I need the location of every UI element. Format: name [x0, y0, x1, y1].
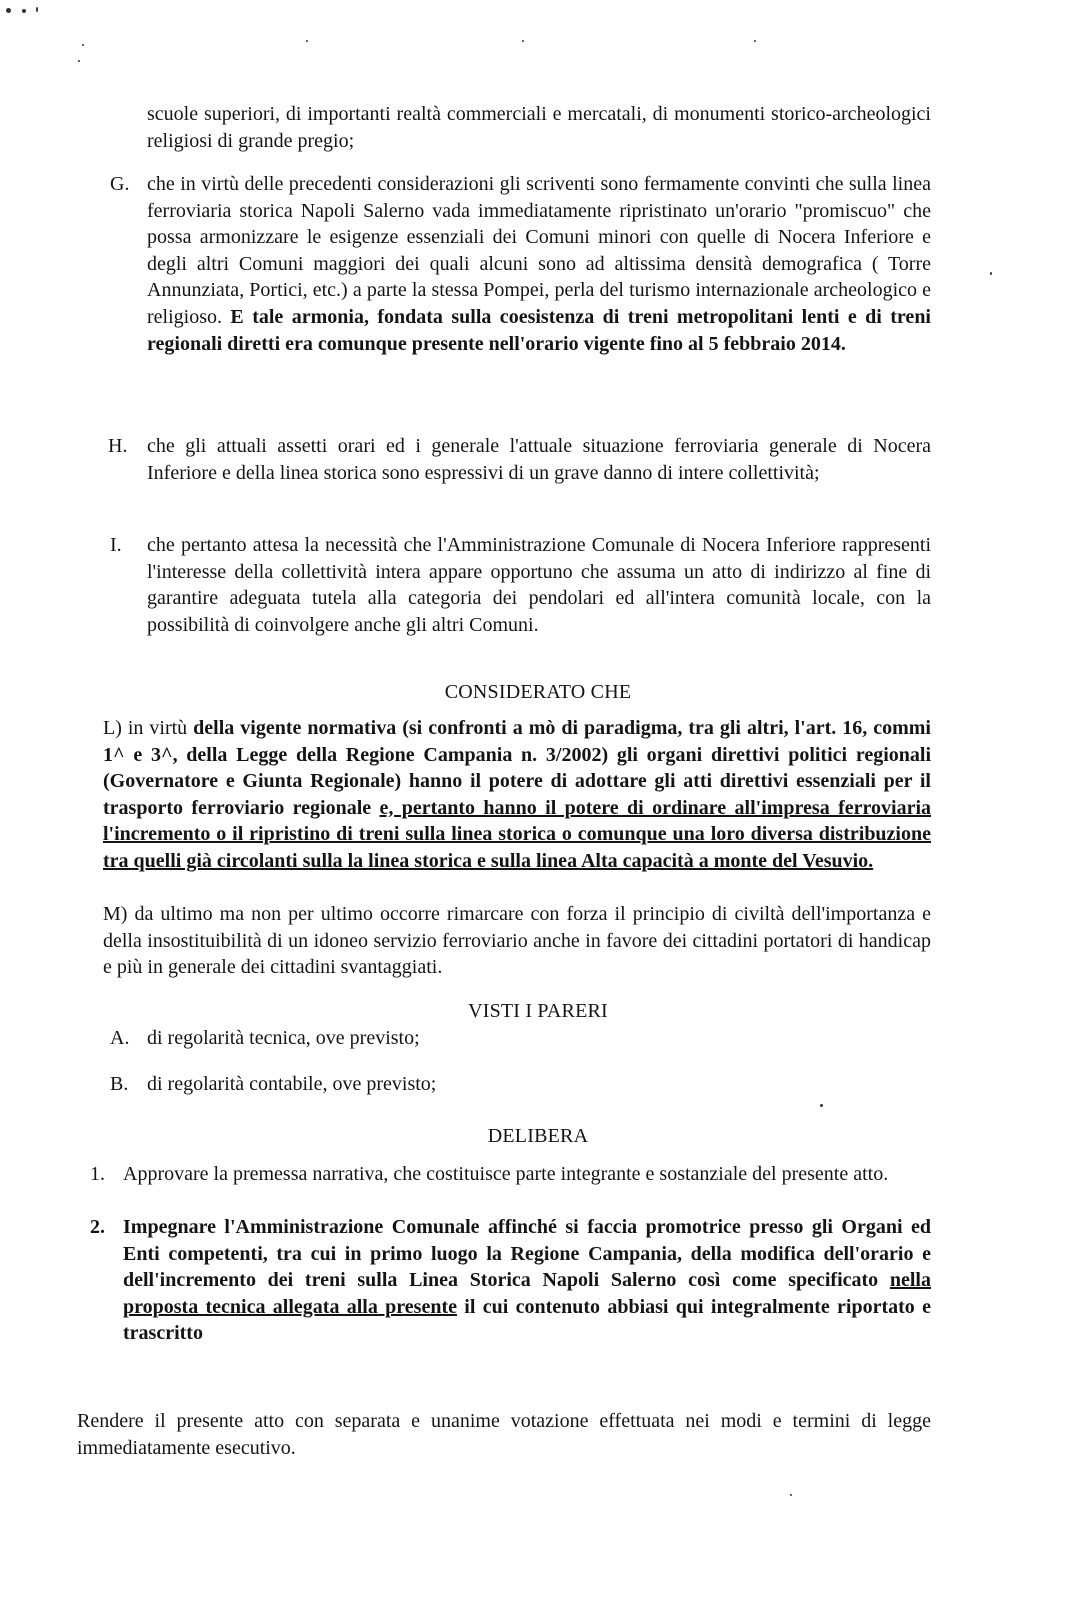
considerato-heading: CONSIDERATO CHE: [444, 681, 632, 703]
delibera-item-2-number: 2.: [90, 1216, 105, 1238]
intro-text: scuole superiori, di importanti realtà commerciali e mercatali, di monumenti storico-archeologici religiosi di grande pregio;: [147, 103, 931, 152]
item-g-text: che in virtù delle precedenti considerazioni gli scriventi sono fermamente convinti che sulla linea ferroviaria storica Napoli Salerno vada immediatamente ripristinato un'orario "promiscuo" che possa armonizzare le esigenze essenziali dei Comuni minori con quelle di Nocera Inferiore e degli altri Comuni maggiori dei quali alcuni sono ad altissima densità demografica ( Torre Annunziata, Portici, etc.) a parte la stessa Pompei, perla del turismo internazionale archeologico e religioso.: [147, 173, 931, 328]
item-h-text: che gli attuali assetti orari ed i generale l'attuale situazione ferroviaria generale di Nocera Inferiore e della linea storica sono espressivi di un grave danno di intere collettività;: [147, 435, 931, 484]
considerato-l-bold: della vigente normativa (si confronti a mò di paradigma, tra gli altri, l'art. 16, commi 1^ e 3^, della Legge della Regione Campania n. 3/2002) gli organi direttivi politici regionali (Governatore e Giunta Regionale) hanno il potere di adottare gli atti direttivi essenziali per il trasporto ferroviario regionale: [103, 717, 931, 819]
item-g-bold-text: E tale armonia, fondata sulla coesistenza di treni metropolitani lenti e di treni regionali diretti era comunque presente nell'orario vigente fino al 5 febbraio 2014.: [147, 305, 931, 355]
considerato-l-underlined: e, pertanto hanno il potere di ordinare all'impresa ferroviaria l'incremento o il ripristino di treni sulla linea storica o comunque una loro diversa distribuzione tra quelli già circolanti sulla la linea storica e sulla linea Alta capacità a monte del Vesuvio.: [103, 796, 931, 872]
scan-speck: [990, 272, 992, 275]
delibera-item-1-paragraph: [123, 1161, 931, 1188]
visti-heading: VISTI I PARERI: [468, 1000, 608, 1022]
considerato-m-text: M) da ultimo ma non per ultimo occorre rimarcare con forza il principio di civiltà dell'importanza e della insostituibilità di un idoneo servizio ferroviario anche in favore dei cittadini portatori di handicap e più in generale dei cittadini svantaggiati.: [103, 903, 931, 979]
delibera-item-2-tail: il cui contenuto abbiasi qui integralmente riportato e trascritto: [123, 1295, 931, 1345]
item-h-letter: H.: [108, 435, 128, 457]
scan-speck: [820, 1104, 823, 1107]
scan-speck: [754, 40, 756, 42]
scan-speck: [22, 9, 26, 13]
scan-speck: [36, 7, 38, 12]
item-h-paragraph: [147, 433, 931, 486]
item-i-paragraph: [147, 532, 931, 638]
delibera-item-2-text: Impegnare l'Amministrazione Comunale affinché si faccia promotrice presso gli Organi ed Enti competenti, tra cui in primo luogo la Regione Campania, della modifica dell'orario e dell'incremento dei treni sulla Linea Storica Napoli Salerno così come specificato: [123, 1216, 931, 1292]
delibera-item-2-underlined: nella proposta tecnica allegata alla presente: [123, 1269, 931, 1318]
considerato-l-paragraph: [103, 715, 931, 875]
item-i-text: che pertanto attesa la necessità che l'Amministrazione Comunale di Nocera Inferiore rappresenti l'interesse della collettività intera appare opportuno che assuma un atto di indirizzo al fine di garantire adeguata tutela alla categoria dei pendolari ed all'intera comunità locale, con la possibilità di coinvolgere anche gli altri Comuni.: [147, 534, 931, 636]
delibera-item-1-number: 1.: [90, 1163, 105, 1185]
item-i-letter: I.: [110, 534, 122, 556]
delibera-heading: DELIBERA: [487, 1125, 589, 1147]
visti-item-a-text: di regolarità tecnica, ove previsto;: [147, 1027, 420, 1049]
scan-speck: [78, 60, 80, 62]
scan-speck: [522, 40, 524, 42]
scan-speck: [790, 1494, 792, 1496]
considerato-l-lead: L) in virtù: [103, 717, 188, 739]
visti-item-a-letter: A.: [110, 1027, 130, 1049]
item-g-paragraph: [147, 171, 931, 357]
intro-paragraph: [147, 101, 931, 154]
scan-speck: [6, 8, 11, 13]
scan-speck: [306, 40, 308, 42]
scan-speck: [82, 44, 84, 46]
closing-text: Rendere il presente atto con separata e unanime votazione effettuata nei modi e termini di legge immediatamente esecutivo.: [77, 1410, 931, 1459]
visti-item-b-letter: B.: [110, 1073, 129, 1095]
considerato-m-paragraph: [103, 901, 931, 981]
visti-item-b-text: di regolarità contabile, ove previsto;: [147, 1073, 437, 1095]
item-g-letter: G.: [110, 173, 130, 195]
closing-paragraph: [77, 1408, 931, 1461]
delibera-item-2-paragraph: [123, 1214, 931, 1347]
delibera-item-1-text: Approvare la premessa narrativa, che costituisce parte integrante e sostanziale del presente atto.: [123, 1163, 889, 1185]
